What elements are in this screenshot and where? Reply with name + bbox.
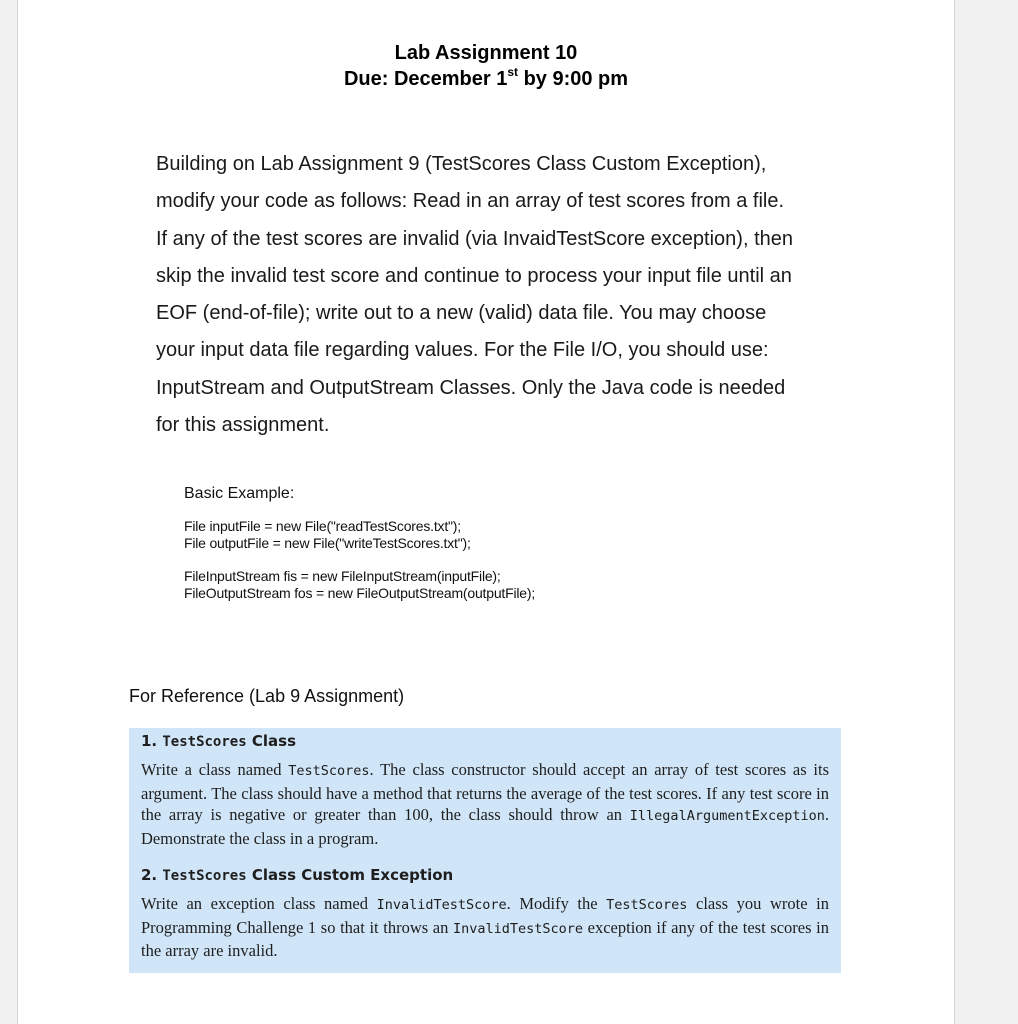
instruction-line: Building on Lab Assignment 9 (TestScores Class Custom Exception),	[156, 153, 767, 175]
body-text: . Modify the	[506, 894, 607, 913]
code-line: File outputFile = new File("writeTestScores.txt");	[184, 535, 471, 551]
instruction-line: If any of the test scores are invalid (via InvaidTestScore exception), then	[156, 227, 793, 250]
body-code: InvalidTestScore	[452, 920, 584, 937]
document-header	[18, 40, 954, 92]
due-ordinal: st	[507, 65, 519, 80]
reference-item-body	[141, 759, 829, 849]
instruction-line: EOF (end-of-file); write out to a new (valid) data file. You may choose	[156, 302, 767, 325]
body-code: IllegalArgumentException	[629, 808, 825, 824]
reference-item-title	[141, 866, 829, 885]
code-line: FileInputStream fis = new FileInputStream(inputFile);	[184, 568, 501, 584]
reference-item-title	[141, 732, 829, 751]
body-text: class you wrote in Programming Challenge 1 so that it throws an	[141, 894, 829, 937]
example-label: Basic Example:	[184, 485, 295, 502]
reference-item-testscores-class	[141, 732, 829, 849]
body-code: TestScores	[288, 763, 370, 779]
instruction-line: skip the invalid test score and continue to process your input file until an	[156, 264, 792, 287]
code-spacer	[184, 552, 535, 568]
reference-item-custom-exception	[141, 866, 829, 962]
due-date	[18, 66, 954, 92]
body-code: TestScores	[606, 897, 688, 913]
reference-item-body	[141, 893, 829, 962]
body-text: Write an exception class named	[141, 894, 377, 913]
item-title-text: Class Custom Exception	[246, 866, 454, 884]
basic-example	[184, 484, 535, 602]
body-text: . The class constructor should accept an array of test scores as its argument. The class should have a method that returns the average of the test scores. If any test score in the array is negative or greater than 100, the class should throw an	[141, 760, 829, 824]
instruction-line: your input data file regarding values. For the File I/O, you should use:	[156, 339, 769, 362]
instruction-line: InputStream and OutputStream Classes. Only the Java code is needed	[156, 376, 786, 399]
due-suffix: by 9:00 pm	[518, 68, 629, 90]
body-code: InvalidTestScore	[376, 897, 507, 913]
instruction-line: for this assignment.	[156, 414, 330, 437]
due-prefix: Due: December 1	[343, 68, 508, 90]
item-title-code: TestScores	[162, 734, 247, 750]
code-line: FileOutputStream fos = new FileOutputStream(outputFile);	[184, 585, 536, 601]
body-text: Write a class named	[141, 760, 289, 779]
reference-box	[129, 728, 841, 973]
document-page	[17, 0, 955, 1024]
item-title-code: TestScores	[162, 868, 247, 884]
body-text: . Demonstrate the class in a program.	[141, 805, 829, 848]
item-number: 2.	[141, 866, 163, 884]
instruction-line: modify your code as follows: Read in an array of test scores from a file.	[156, 190, 785, 213]
body-text: exception if any of the test scores in the array are invalid.	[141, 917, 829, 960]
assignment-title: Lab Assignment 10	[394, 42, 578, 64]
reference-heading: For Reference (Lab 9 Assignment)	[129, 686, 405, 706]
instructions-paragraph	[156, 146, 856, 444]
code-line: File inputFile = new File("readTestScores.txt");	[184, 518, 461, 534]
item-title-text: Class	[246, 732, 297, 750]
item-number: 1.	[141, 732, 163, 750]
